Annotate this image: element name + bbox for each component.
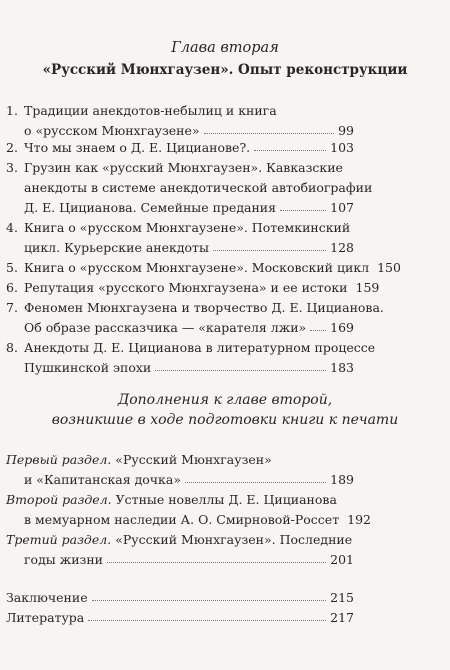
entry-number: 7. xyxy=(6,300,18,315)
entry-page: 159 xyxy=(355,280,380,295)
entry-line: Что мы знаем о Д. Е. Цицианове?. xyxy=(24,140,251,155)
entry-number: 6. xyxy=(6,280,18,295)
entry-line: анекдоты в системе анекдотической автобиографии xyxy=(24,180,373,195)
leader-dots xyxy=(310,330,326,331)
entry-page: 107 xyxy=(330,200,354,215)
chapter-label: Глава вторая xyxy=(171,40,279,56)
section-line: годы жизни xyxy=(24,552,104,567)
entry-page: 150 xyxy=(377,260,401,275)
entry-page: 103 xyxy=(330,140,354,155)
entry-page: 169 xyxy=(330,320,354,335)
section-label: Второй раздел. xyxy=(6,492,112,507)
section-page: 192 xyxy=(347,512,371,527)
leader-dots xyxy=(88,620,326,621)
entry-line: Об образе рассказчика — «карателя лжи» xyxy=(24,320,307,335)
leader-dots xyxy=(254,150,326,151)
entry-number: 5. xyxy=(6,260,18,275)
entry-line: Анекдоты Д. Е. Цицианова в литературном процессе xyxy=(24,340,376,355)
entry-line: Д. Е. Цицианова. Семейные предания xyxy=(24,200,277,215)
entry-number: 4. xyxy=(6,220,18,235)
supplement-title-line1: Дополнения к главе второй, xyxy=(117,392,333,408)
section-label: Первый раздел. xyxy=(6,452,112,467)
entry-number: 1. xyxy=(6,103,18,118)
leader-dots xyxy=(155,370,326,371)
entry-page: 183 xyxy=(330,360,354,375)
leader-dots xyxy=(280,210,326,211)
entry-line: Феномен Мюнхгаузена и творчество Д. Е. Цицианова. xyxy=(24,300,384,315)
leader-dots xyxy=(92,600,327,601)
entry-line: Грузин как «русский Мюнхгаузен». Кавказские xyxy=(24,160,343,175)
entry-line: о «русском Мюнхгаузене» xyxy=(24,123,200,138)
supplement-title-line2: возникшие в ходе подготовки книги к печати xyxy=(51,412,399,428)
leader-dots xyxy=(204,133,335,134)
section-line: «Русский Мюнхгаузен». Последние xyxy=(115,532,353,547)
back-label: Литература xyxy=(6,610,85,625)
section-line: Устные новеллы Д. Е. Цицианова xyxy=(115,492,337,507)
section-page: 189 xyxy=(330,472,354,487)
chapter-title: «Русский Мюнхгаузен». Опыт реконструкции xyxy=(42,62,408,78)
leader-dots xyxy=(107,562,326,563)
entry-line: Репутация «русского Мюнхгаузена» и ее истоки xyxy=(24,280,348,295)
back-page: 217 xyxy=(330,610,354,625)
back-label: Заключение xyxy=(6,590,88,605)
section-label: Третий раздел. xyxy=(6,532,112,547)
entry-number: 3. xyxy=(6,160,18,175)
entry-page: 99 xyxy=(338,123,354,138)
back-page: 215 xyxy=(330,590,354,605)
entry-page: 128 xyxy=(330,240,354,255)
leader-dots xyxy=(185,482,326,483)
entry-line: Книга о «русском Мюнхгаузене». Московский цикл xyxy=(24,260,370,275)
entry-line: Пушкинской эпохи xyxy=(24,360,152,375)
entry-line: цикл. Курьерские анекдоты xyxy=(24,240,209,255)
section-page: 201 xyxy=(330,552,354,567)
entry-number: 8. xyxy=(6,340,18,355)
entry-line: Традиции анекдотов-небылиц и книга xyxy=(24,103,277,118)
section-line: в мемуарном наследии А. О. Смирновой-Россет xyxy=(24,512,340,527)
entry-line: Книга о «русском Мюнхгаузене». Потемкинский xyxy=(24,220,351,235)
entry-number: 2. xyxy=(6,140,18,155)
section-line: «Русский Мюнхгаузен» xyxy=(115,452,272,467)
leader-dots xyxy=(213,250,326,251)
section-line: и «Капитанская дочка» xyxy=(24,472,181,487)
